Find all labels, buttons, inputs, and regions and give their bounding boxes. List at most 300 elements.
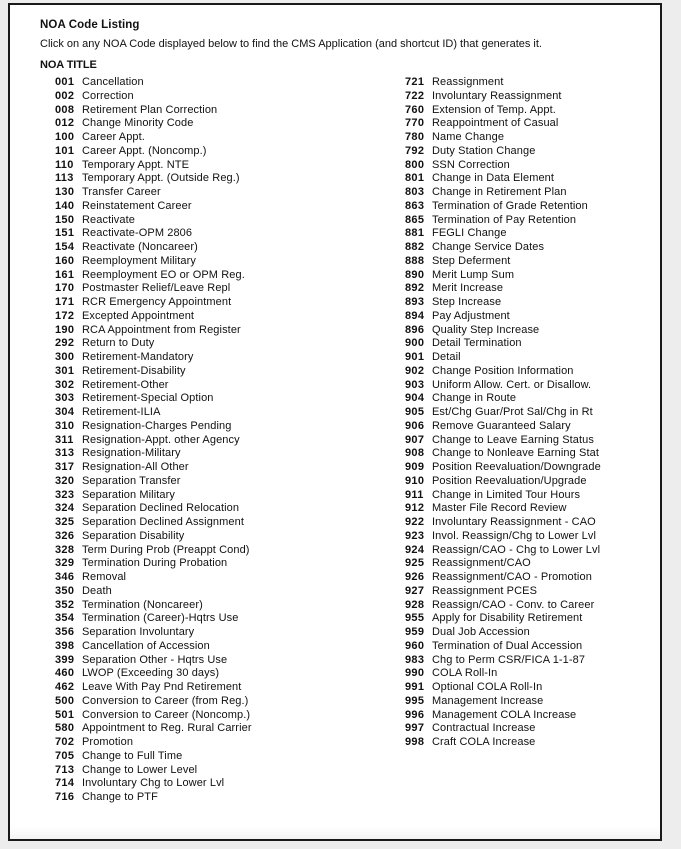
noa-row — [405, 351, 642, 365]
noa-title-label: Reassignment/CAO — [432, 557, 531, 570]
noa-row — [405, 447, 642, 461]
noa-code-link[interactable]: 399 — [55, 653, 75, 666]
noa-row — [55, 764, 405, 778]
noa-code-link[interactable]: 923 — [405, 529, 425, 542]
noa-title-label: Termination of Grade Retention — [432, 199, 588, 212]
noa-row — [55, 365, 405, 379]
noa-row — [405, 709, 642, 723]
noa-row — [405, 227, 642, 241]
noa-row — [405, 557, 642, 571]
noa-code-link[interactable]: 110 — [55, 158, 74, 171]
noa-code-link[interactable]: 398 — [55, 639, 75, 652]
noa-code-link[interactable]: 722 — [405, 89, 425, 102]
noa-row — [405, 337, 642, 351]
noa-title-label: COLA Roll-In — [432, 667, 498, 680]
noa-row — [405, 172, 642, 186]
noa-title-label: Contractual Increase — [432, 722, 536, 735]
noa-row — [55, 736, 405, 750]
noa-row — [405, 502, 642, 516]
noa-code-link[interactable]: 996 — [405, 708, 425, 721]
noa-code-link[interactable]: 325 — [55, 516, 75, 528]
noa-title-label: Change in Data Element — [432, 172, 555, 185]
noa-code-link[interactable]: 908 — [405, 447, 425, 460]
noa-row — [55, 379, 405, 393]
noa-row — [405, 90, 642, 104]
noa-row — [55, 791, 405, 805]
noa-title-label: Temporary Appt. (Outside Reg.) — [82, 172, 240, 185]
noa-title-label: RCR Emergency Appointment — [82, 296, 232, 308]
noa-row — [55, 406, 405, 420]
noa-title-label: Reactivate-OPM 2806 — [82, 227, 193, 240]
noa-row — [405, 255, 642, 269]
noa-code-link[interactable]: 924 — [405, 543, 425, 556]
noa-title-label: Retirement Plan Correction — [82, 103, 218, 116]
noa-code-link[interactable]: 320 — [55, 474, 75, 487]
noa-row — [55, 227, 405, 241]
noa-row — [55, 777, 405, 791]
noa-title-label: Termination of Dual Accession — [432, 639, 583, 652]
page-instructions: Click on any NOA Code displayed below to find the CMS Application (and shortcut ID) that generates it. — [40, 38, 542, 50]
noa-row — [405, 269, 642, 283]
noa-row — [405, 544, 642, 558]
noa-row — [405, 241, 642, 255]
noa-row — [405, 186, 642, 200]
noa-title-label: Cancellation — [82, 76, 144, 88]
noa-row — [55, 351, 405, 365]
noa-title-label: Remove Guaranteed Salary — [432, 419, 571, 432]
noa-title-label: Management COLA Increase — [432, 708, 577, 721]
noa-title-label: Resignation-Appt. other Agency — [82, 433, 240, 446]
noa-title-label: Apply for Disability Retirement — [432, 612, 583, 625]
noa-code-link[interactable]: 792 — [405, 144, 425, 157]
noa-row — [55, 502, 405, 516]
noa-row — [405, 420, 642, 434]
noa-title-label: Involuntary Chg to Lower Lvl — [82, 777, 225, 790]
noa-row — [55, 296, 405, 310]
noa-title-label: Merit Increase — [432, 282, 504, 295]
noa-row — [405, 104, 642, 118]
noa-row — [55, 214, 405, 228]
noa-code-link[interactable]: 310 — [55, 419, 75, 432]
noa-row — [405, 131, 642, 145]
noa-title-label: Master File Record Review — [432, 502, 567, 515]
noa-title-label: Uniform Allow. Cert. or Disallow. — [432, 378, 592, 391]
noa-code-link[interactable]: 292 — [55, 337, 75, 350]
noa-title-label: Detail — [432, 351, 461, 363]
noa-title-label: Merit Lump Sum — [432, 268, 515, 281]
noa-row — [55, 159, 405, 173]
noa-code-link[interactable]: 311 — [55, 433, 74, 446]
noa-row — [55, 530, 405, 544]
noa-row — [405, 117, 642, 131]
noa-title-label: Reinstatement Career — [82, 199, 192, 212]
noa-row — [405, 434, 642, 448]
noa-row — [55, 709, 405, 723]
noa-row — [405, 681, 642, 695]
noa-row — [55, 434, 405, 448]
noa-row — [405, 695, 642, 709]
noa-title-label: Involuntary Reassignment - CAO — [432, 516, 596, 528]
noa-title-label: Step Deferment — [432, 254, 511, 267]
noa-title-label: Pay Adjustment — [432, 309, 510, 322]
noa-code-link[interactable]: 002 — [55, 89, 75, 102]
noa-row — [55, 269, 405, 283]
noa-code-link[interactable]: 716 — [55, 791, 75, 803]
noa-code-link[interactable]: 904 — [405, 392, 425, 405]
noa-row — [55, 447, 405, 461]
noa-row — [405, 626, 642, 640]
noa-code-link[interactable]: 001 — [55, 76, 75, 88]
noa-code-link[interactable]: 760 — [405, 103, 425, 116]
noa-title-label: Change to PTF — [82, 791, 158, 803]
noa-list-column-right — [405, 76, 642, 805]
noa-title-label: Dual Job Accession — [432, 626, 530, 638]
noa-code-link[interactable]: 905 — [405, 406, 425, 418]
noa-row — [55, 750, 405, 764]
noa-code-link[interactable]: 500 — [55, 694, 75, 707]
noa-title-label: Separation Transfer — [82, 474, 181, 487]
noa-title-label: Extension of Temp. Appt. — [432, 103, 556, 116]
noa-title-label: SSN Correction — [432, 158, 510, 171]
noa-title-label: Conversion to Career (Noncomp.) — [82, 708, 251, 721]
noa-row — [405, 461, 642, 475]
noa-row — [55, 337, 405, 351]
noa-title-label: FEGLI Change — [432, 227, 507, 240]
noa-title-label: Temporary Appt. NTE — [82, 158, 190, 171]
noa-row — [405, 76, 642, 90]
noa-code-link[interactable]: 302 — [55, 378, 75, 391]
noa-code-link[interactable]: 326 — [55, 529, 75, 542]
list-column-header: NOA TITLE — [40, 59, 97, 71]
noa-code-link[interactable]: 865 — [405, 213, 425, 226]
noa-title-label: Separation Declined Relocation — [82, 502, 240, 515]
noa-row — [405, 612, 642, 626]
noa-title-label: Duty Station Change — [432, 144, 536, 157]
noa-code-link[interactable]: 100 — [55, 131, 75, 143]
noa-code-link[interactable]: 926 — [405, 571, 425, 583]
noa-row — [55, 104, 405, 118]
noa-row — [55, 90, 405, 104]
noa-row — [55, 544, 405, 558]
noa-row — [405, 722, 642, 736]
noa-title-label: Retirement-Disability — [82, 364, 186, 377]
noa-title-label: Reassignment — [432, 76, 504, 88]
noa-code-link[interactable]: 130 — [55, 186, 75, 198]
noa-code-link[interactable]: 888 — [405, 254, 425, 267]
noa-code-link[interactable]: 894 — [405, 309, 425, 322]
noa-row — [405, 214, 642, 228]
noa-code-link[interactable]: 160 — [55, 254, 75, 267]
noa-row — [55, 585, 405, 599]
noa-code-link[interactable]: 154 — [55, 241, 75, 253]
noa-row — [405, 392, 642, 406]
noa-list-column-left — [55, 76, 405, 805]
noa-row — [405, 640, 642, 654]
noa-code-link[interactable]: 721 — [405, 76, 425, 88]
noa-row — [405, 530, 642, 544]
noa-code-link[interactable]: 313 — [55, 447, 75, 460]
noa-title-label: Career Appt. (Noncomp.) — [82, 144, 207, 157]
noa-row — [405, 365, 642, 379]
noa-title-label: Management Increase — [432, 694, 544, 707]
noa-row — [55, 461, 405, 475]
noa-row — [55, 392, 405, 406]
noa-title-label: Termination (Noncareer) — [82, 598, 203, 611]
noa-title-label: Change Minority Code — [82, 117, 194, 130]
noa-title-label: Est/Chg Guar/Prot Sal/Chg in Rt — [432, 406, 593, 418]
noa-row — [55, 255, 405, 269]
noa-code-link[interactable]: 140 — [55, 199, 75, 212]
noa-row — [55, 695, 405, 709]
noa-code-link[interactable]: 902 — [405, 364, 425, 377]
noa-row — [405, 159, 642, 173]
noa-code-link[interactable]: 352 — [55, 598, 75, 611]
noa-code-link[interactable]: 907 — [405, 433, 425, 446]
noa-code-link[interactable]: 346 — [55, 571, 75, 583]
noa-code-link[interactable]: 300 — [55, 351, 75, 363]
noa-title-label: Separation Other - Hqtrs Use — [82, 653, 228, 666]
noa-code-link[interactable]: 863 — [405, 199, 425, 212]
noa-code-link[interactable]: 900 — [405, 337, 425, 350]
noa-code-link[interactable]: 890 — [405, 268, 425, 281]
noa-row — [405, 585, 642, 599]
noa-title-label: Retirement-Mandatory — [82, 351, 194, 363]
noa-title-label: Return to Duty — [82, 337, 155, 350]
noa-title-label: Name Change — [432, 131, 505, 143]
noa-title-label: Cancellation of Accession — [82, 639, 210, 652]
noa-title-label: Termination (Career)-Hqtrs Use — [82, 612, 239, 625]
noa-code-link[interactable]: 922 — [405, 516, 425, 528]
noa-title-label: Resignation-Military — [82, 447, 181, 460]
noa-code-link[interactable]: 329 — [55, 557, 75, 570]
noa-code-link[interactable]: 995 — [405, 694, 425, 707]
noa-code-link[interactable]: 008 — [55, 103, 75, 116]
noa-code-link[interactable]: 580 — [55, 722, 75, 735]
noa-row — [55, 282, 405, 296]
noa-code-link[interactable]: 801 — [405, 172, 425, 185]
noa-code-link[interactable]: 714 — [55, 777, 75, 790]
noa-code-link[interactable]: 705 — [55, 749, 75, 762]
noa-code-link[interactable]: 317 — [55, 461, 75, 473]
noa-code-link[interactable]: 955 — [405, 612, 425, 625]
noa-code-link[interactable]: 301 — [55, 364, 75, 377]
page-title: NOA Code Listing — [40, 19, 140, 31]
noa-code-link[interactable]: 324 — [55, 502, 75, 515]
noa-code-link[interactable]: 911 — [405, 488, 424, 501]
noa-code-link[interactable]: 903 — [405, 378, 425, 391]
noa-title-label: Appointment to Reg. Rural Carrier — [82, 722, 252, 735]
noa-title-label: Resignation-Charges Pending — [82, 419, 232, 432]
noa-code-link[interactable]: 901 — [405, 351, 425, 363]
noa-title-label: Change Position Information — [432, 364, 574, 377]
noa-title-label: Reemployment Military — [82, 254, 196, 267]
noa-title-label: Resignation-All Other — [82, 461, 189, 473]
noa-row — [55, 640, 405, 654]
noa-title-label: Reactivate (Noncareer) — [82, 241, 198, 253]
noa-title-label: Termination During Probation — [82, 557, 228, 570]
noa-title-label: Removal — [82, 571, 127, 583]
noa-code-link[interactable]: 161 — [55, 268, 75, 281]
noa-title-label: LWOP (Exceeding 30 days) — [82, 667, 220, 680]
noa-title-label: Change to Lower Level — [82, 763, 198, 776]
noa-code-link[interactable]: 960 — [405, 639, 425, 652]
noa-code-link[interactable]: 881 — [405, 227, 425, 240]
noa-code-link[interactable]: 323 — [55, 488, 75, 501]
noa-code-link[interactable]: 151 — [55, 227, 75, 240]
noa-code-link[interactable]: 896 — [405, 323, 425, 336]
noa-row — [405, 145, 642, 159]
noa-row — [405, 282, 642, 296]
noa-row — [405, 736, 642, 750]
noa-row — [55, 172, 405, 186]
noa-code-link[interactable]: 150 — [55, 213, 75, 226]
noa-title-label: Reactivate — [82, 213, 135, 226]
noa-title-label: Transfer Career — [82, 186, 161, 198]
noa-code-link[interactable]: 990 — [405, 667, 425, 680]
noa-row — [55, 76, 405, 90]
noa-title-label: Retirement-ILIA — [82, 406, 161, 418]
noa-code-link[interactable]: 910 — [405, 474, 425, 487]
noa-row — [55, 612, 405, 626]
noa-code-link[interactable]: 800 — [405, 158, 425, 171]
noa-title-label: Craft COLA Increase — [432, 736, 536, 748]
noa-title-label: Postmaster Relief/Leave Repl — [82, 282, 231, 295]
noa-code-link[interactable]: 113 — [55, 172, 74, 185]
noa-row — [405, 667, 642, 681]
noa-title-label: Chg to Perm CSR/FICA 1-1-87 — [432, 653, 586, 666]
noa-code-link[interactable]: 997 — [405, 722, 425, 735]
noa-title-label: Death — [82, 584, 112, 597]
page-content — [10, 5, 660, 805]
noa-row — [55, 681, 405, 695]
noa-title-label: Career Appt. — [82, 131, 145, 143]
noa-title-label: Retirement-Other — [82, 378, 169, 391]
noa-title-label: Correction — [82, 89, 134, 102]
noa-code-link[interactable]: 803 — [405, 186, 425, 198]
noa-row — [405, 571, 642, 585]
noa-row — [55, 599, 405, 613]
noa-title-label: Termination of Pay Retention — [432, 213, 577, 226]
noa-title-label: Reassignment/CAO - Promotion — [432, 571, 592, 583]
noa-row — [405, 200, 642, 214]
noa-row — [55, 186, 405, 200]
noa-code-link[interactable]: 460 — [55, 667, 75, 680]
noa-title-label: Step Increase — [432, 296, 502, 308]
noa-row — [55, 667, 405, 681]
noa-code-link[interactable]: 350 — [55, 584, 75, 597]
noa-code-link[interactable]: 998 — [405, 736, 425, 748]
noa-title-label: RCA Appointment from Register — [82, 323, 241, 336]
noa-row — [55, 557, 405, 571]
noa-code-listing-page — [8, 3, 662, 841]
noa-row — [405, 406, 642, 420]
noa-row — [55, 722, 405, 736]
noa-row — [405, 599, 642, 613]
noa-row — [55, 145, 405, 159]
noa-code-link[interactable]: 983 — [405, 653, 425, 666]
noa-title-label: Change in Retirement Plan — [432, 186, 567, 198]
noa-code-link[interactable]: 328 — [55, 543, 75, 556]
noa-title-label: Leave With Pay Pnd Retirement — [82, 681, 242, 693]
noa-title-label: Reassign/CAO - Chg to Lower Lvl — [432, 543, 601, 556]
noa-code-link[interactable]: 991 — [405, 681, 425, 693]
noa-code-link[interactable]: 356 — [55, 626, 75, 638]
noa-title-label: Change to Nonleave Earning Stat — [432, 447, 599, 460]
noa-title-label: Retirement-Special Option — [82, 392, 214, 405]
noa-code-link[interactable]: 959 — [405, 626, 425, 638]
noa-code-link[interactable]: 170 — [55, 282, 75, 295]
noa-row — [55, 475, 405, 489]
noa-code-link[interactable]: 893 — [405, 296, 425, 308]
noa-title-label: Change in Route — [432, 392, 517, 405]
noa-code-link[interactable]: 101 — [55, 144, 75, 157]
noa-title-label: Term During Prob (Preappt Cond) — [82, 543, 250, 556]
noa-code-link[interactable]: 928 — [405, 598, 425, 611]
noa-code-link[interactable]: 912 — [405, 502, 425, 515]
noa-row — [55, 654, 405, 668]
noa-title-label: Involuntary Reassignment — [432, 89, 562, 102]
noa-title-label: Quality Step Increase — [432, 323, 540, 336]
noa-code-link[interactable]: 171 — [55, 296, 75, 308]
noa-code-link[interactable]: 012 — [55, 117, 75, 130]
noa-code-link[interactable]: 501 — [55, 708, 75, 721]
noa-row — [405, 324, 642, 338]
noa-title-label: Reassign/CAO - Conv. to Career — [432, 598, 595, 611]
noa-code-link[interactable]: 882 — [405, 241, 425, 253]
noa-code-link[interactable]: 925 — [405, 557, 425, 570]
noa-row — [405, 296, 642, 310]
noa-code-link[interactable]: 702 — [55, 736, 75, 748]
noa-code-link[interactable]: 354 — [55, 612, 75, 625]
noa-title-label: Excepted Appointment — [82, 309, 195, 322]
noa-row — [55, 420, 405, 434]
noa-row — [55, 324, 405, 338]
noa-title-label: Separation Involuntary — [82, 626, 195, 638]
noa-code-link[interactable]: 927 — [405, 584, 425, 597]
noa-row — [55, 131, 405, 145]
noa-code-link[interactable]: 780 — [405, 131, 425, 143]
noa-code-link[interactable]: 172 — [55, 309, 75, 322]
noa-code-link[interactable]: 770 — [405, 117, 425, 130]
noa-row — [55, 489, 405, 503]
noa-code-link[interactable]: 303 — [55, 392, 75, 405]
noa-row — [405, 516, 642, 530]
noa-title-label: Change to Leave Earning Status — [432, 433, 595, 446]
noa-title-label: Detail Termination — [432, 337, 522, 350]
noa-row — [55, 310, 405, 324]
noa-row — [55, 241, 405, 255]
noa-title-label: Optional COLA Roll-In — [432, 681, 543, 693]
noa-title-label: Conversion to Career (from Reg.) — [82, 694, 249, 707]
noa-code-link[interactable]: 713 — [55, 763, 75, 776]
noa-row — [55, 516, 405, 530]
noa-row — [405, 310, 642, 324]
noa-code-link[interactable]: 909 — [405, 461, 425, 473]
noa-row — [405, 475, 642, 489]
noa-code-link[interactable]: 190 — [55, 323, 75, 336]
noa-title-label: Reassignment PCES — [432, 584, 538, 597]
noa-code-list — [40, 76, 642, 805]
noa-row — [55, 200, 405, 214]
noa-code-link[interactable]: 304 — [55, 406, 75, 418]
noa-code-link[interactable]: 892 — [405, 282, 425, 295]
noa-code-link[interactable]: 462 — [55, 681, 75, 693]
noa-title-label: Separation Declined Assignment — [82, 516, 244, 528]
noa-title-label: Reemployment EO or OPM Reg. — [82, 268, 245, 281]
noa-title-label: Change in Limited Tour Hours — [432, 488, 581, 501]
noa-code-link[interactable]: 906 — [405, 419, 425, 432]
noa-row — [405, 489, 642, 503]
